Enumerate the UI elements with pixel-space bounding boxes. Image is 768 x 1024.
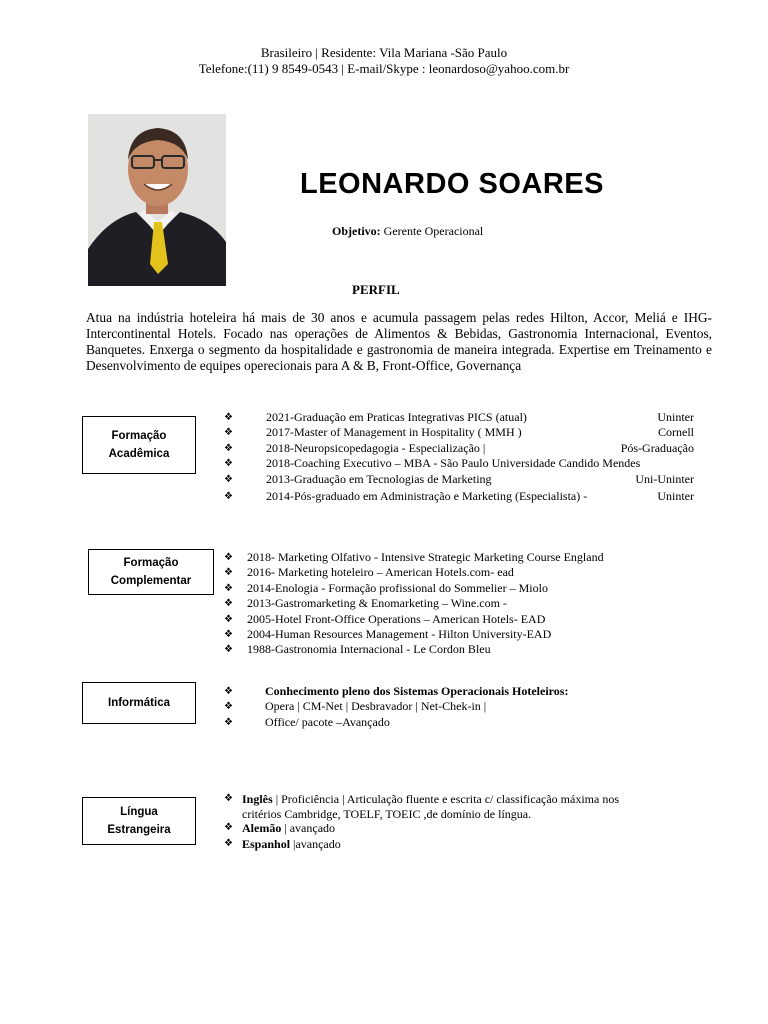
informatica-list bbox=[224, 684, 704, 730]
item-institution: Uninter bbox=[657, 488, 694, 503]
bullet-icon: ❖ bbox=[224, 473, 233, 485]
list-item bbox=[224, 581, 704, 596]
perfil-title: PERFIL bbox=[352, 282, 400, 297]
contact-location: Brasileiro | Residente: Vila Mariana -São Paulo bbox=[260, 45, 508, 60]
bullet-icon: ❖ bbox=[224, 598, 233, 610]
list-item bbox=[224, 425, 694, 440]
item-institution: Uni-Uninter bbox=[635, 471, 694, 486]
bullet-icon: ❖ bbox=[224, 644, 233, 656]
list-item bbox=[224, 441, 694, 456]
bullet-icon: ❖ bbox=[224, 567, 233, 579]
candidate-name: LEONARDO SOARES bbox=[300, 168, 604, 200]
list-item bbox=[224, 410, 694, 425]
box-label-line1: Formação bbox=[111, 430, 167, 442]
item-text: 2014-Enologia - Formação profissional do Sommelier – Miolo bbox=[247, 580, 548, 595]
item-text: 2004-Human Resources Management - Hilton University-EAD bbox=[247, 626, 552, 641]
item-text: Office/ pacote –Avançado bbox=[265, 714, 390, 729]
item-text: Opera | CM-Net | Desbravador | Net-Chek-in | bbox=[265, 699, 487, 714]
list-item bbox=[224, 565, 704, 580]
contact-phone-email: Telefone:(11) 9 8549-0543 | E-mail/Skype : leonardoso@yahoo.com.br bbox=[198, 61, 570, 76]
list-item bbox=[224, 699, 704, 714]
box-label-line2: Complementar bbox=[110, 575, 192, 587]
language-level: |avançado bbox=[290, 836, 341, 851]
objective bbox=[332, 224, 483, 239]
item-text: 2018-Neuropsicopedagogia - Especialização | bbox=[266, 440, 486, 455]
bullet-icon: ❖ bbox=[224, 427, 233, 439]
item-text: 2013-Gastromarketing & Enomarketing – Wine.com - bbox=[247, 596, 507, 611]
list-item bbox=[224, 627, 704, 642]
list-item bbox=[224, 821, 704, 837]
item-text: 2021-Graduação em Praticas Integrativas PICS (atual) bbox=[266, 410, 527, 424]
language-name: Espanhol bbox=[242, 836, 291, 851]
item-text: 2005-Hotel Front-Office Operations – American Hotels- EAD bbox=[247, 611, 546, 626]
profile-photo bbox=[88, 114, 226, 286]
bullet-icon: ❖ bbox=[224, 458, 233, 470]
objective-value: Gerente Operacional bbox=[383, 224, 484, 238]
section-box-lingua bbox=[82, 797, 196, 845]
section-box-complementar bbox=[88, 549, 214, 595]
item-institution: Uninter bbox=[657, 410, 694, 424]
list-item bbox=[224, 472, 694, 487]
bullet-icon: ❖ bbox=[224, 613, 233, 625]
list-item bbox=[224, 837, 704, 853]
language-level: | Proficiência | Articulação fluente e escrita c/ classificação máxima nos bbox=[272, 792, 620, 806]
bullet-icon: ❖ bbox=[224, 582, 233, 594]
list-item bbox=[224, 489, 694, 504]
bullet-icon: ❖ bbox=[224, 716, 233, 728]
bullet-icon: ❖ bbox=[224, 490, 233, 502]
list-item bbox=[224, 550, 704, 565]
list-item bbox=[224, 715, 704, 730]
item-institution: Pós-Graduação bbox=[620, 440, 694, 455]
item-text: 2016- Marketing hoteleiro – American Hotels.com- ead bbox=[247, 565, 514, 580]
bullet-icon: ❖ bbox=[224, 686, 233, 697]
item-text: 2014-Pós-graduado em Administração e Marketing (Especialista) - bbox=[266, 488, 588, 503]
item-text: 2018-Coaching Executivo – MBA - São Paulo Universidade Candido Mendes bbox=[266, 456, 641, 471]
item-text: Conhecimento pleno dos Sistemas Operacionais Hoteleiros: bbox=[265, 684, 569, 698]
bullet-icon: ❖ bbox=[224, 701, 233, 713]
item-institution: Cornell bbox=[658, 425, 694, 440]
section-box-academica bbox=[82, 416, 196, 474]
language-level: | avançado bbox=[281, 821, 336, 835]
list-item bbox=[224, 642, 704, 657]
bullet-icon: ❖ bbox=[224, 628, 233, 640]
bullet-icon: ❖ bbox=[224, 552, 233, 563]
bullet-icon: ❖ bbox=[224, 822, 233, 833]
language-name: Alemão bbox=[242, 821, 282, 835]
item-text: 2017-Master of Management in Hospitality ( MMH ) bbox=[266, 425, 522, 440]
lingua-list bbox=[224, 792, 704, 852]
item-text: 1988-Gastronomia Internacional - Le Cordon Bleu bbox=[247, 642, 491, 657]
language-detail: critérios Cambridge, TOELF, TOEIC ,de domínio de língua. bbox=[242, 806, 532, 821]
box-label-line1: Formação bbox=[123, 557, 179, 569]
bullet-icon: ❖ bbox=[224, 442, 233, 454]
section-box-informatica bbox=[82, 682, 196, 724]
list-item bbox=[224, 596, 704, 611]
bullet-icon: ❖ bbox=[224, 793, 233, 804]
item-text: 2013-Graduação em Tecnologias de Marketing bbox=[266, 471, 492, 486]
list-item bbox=[224, 456, 694, 471]
box-label: Informática bbox=[108, 697, 170, 709]
bullet-icon: ❖ bbox=[224, 837, 233, 849]
list-item bbox=[224, 684, 704, 699]
list-item bbox=[224, 612, 704, 627]
complementar-list bbox=[224, 550, 704, 658]
academica-list bbox=[224, 410, 694, 504]
box-label-line1: Língua bbox=[120, 806, 158, 818]
bullet-icon: ❖ bbox=[224, 412, 233, 423]
box-label-line2: Estrangeira bbox=[107, 824, 171, 836]
item-text: 2018- Marketing Olfativo - Intensive Strategic Marketing Course England bbox=[247, 550, 604, 564]
list-item bbox=[224, 792, 704, 821]
perfil-text: Atua na indústria hoteleira há mais de 30 anos e acumula passagem pelas redes Hilton, Accor, Meliá e IHG-Intercontinental Hotels. Focado nas operações de Alimentos & Bebidas, Gastronomia Internacional, Eventos, Banquetes. Enxerga o segmento da hospitalidade e gastronomia de maneira integrada. Expertise em Treinamento e Desenvolvimento de equipes operecionais para A & B, Front-Office, Governança bbox=[86, 310, 712, 373]
objective-label: Objetivo: bbox=[332, 224, 381, 238]
box-label-line2: Acadêmica bbox=[108, 448, 170, 460]
language-name: Inglês bbox=[242, 792, 273, 806]
